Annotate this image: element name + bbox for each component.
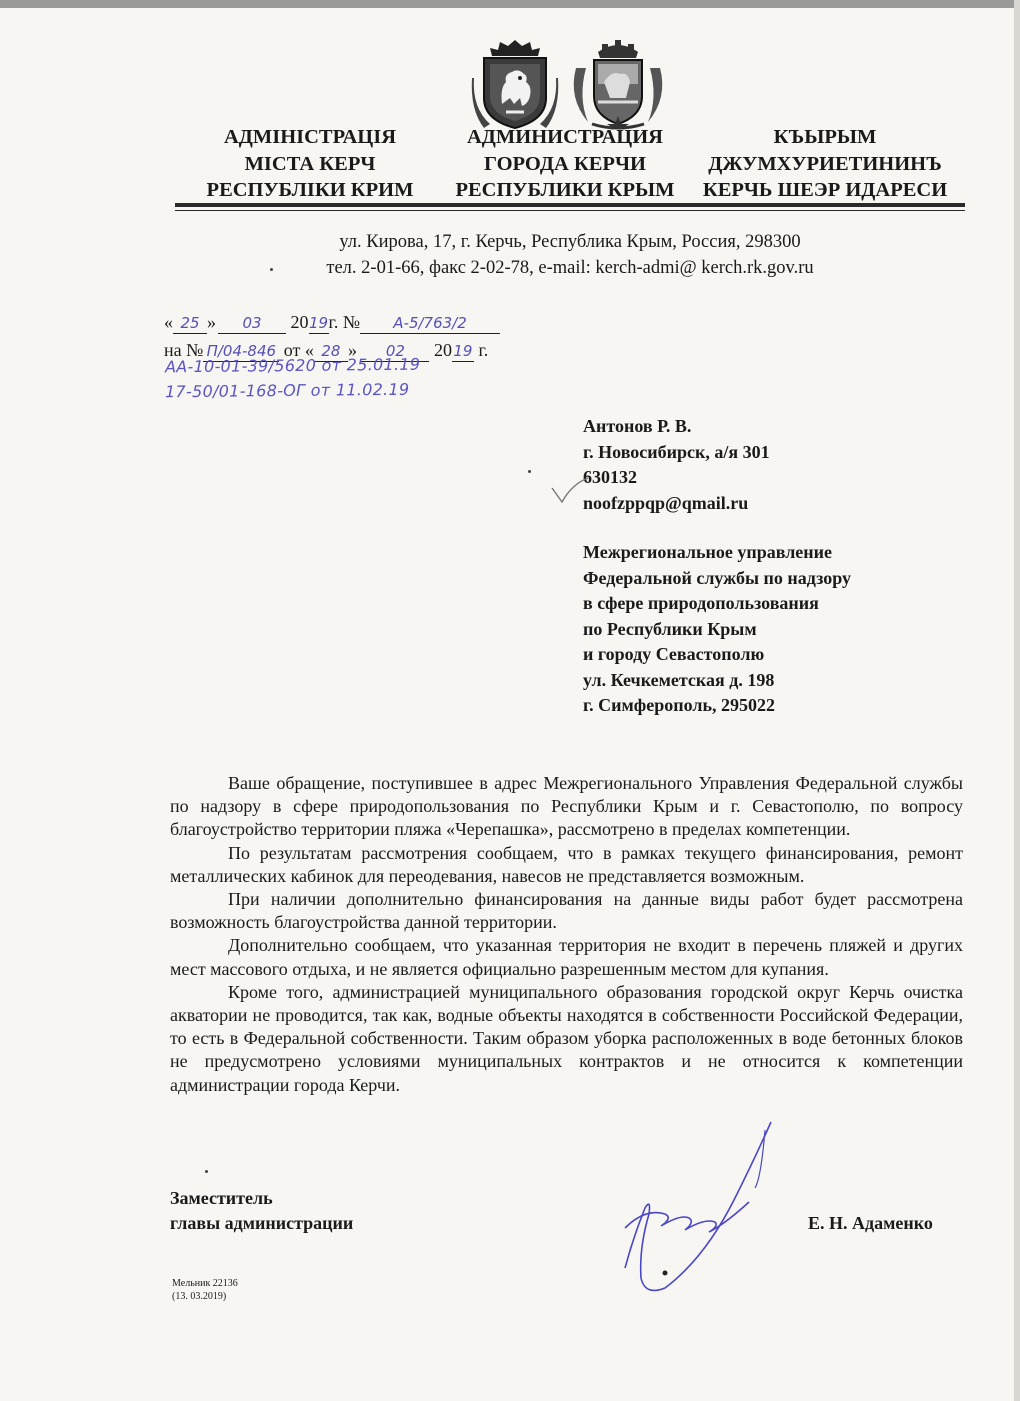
scan-speck [270,268,273,271]
quote-open: « [164,312,173,332]
header-russian [440,124,690,204]
ref-day: 28 [314,341,348,362]
agency-line: Межрегиональное управление [583,542,833,562]
year-prefix: 20 [290,312,309,332]
checkmark-icon [550,476,590,506]
scan-speck [528,470,531,473]
handwritten-reference-2: 17-50/01-168-ОГ от 11.02.19 [164,379,410,402]
header-crimean-tatar [690,124,960,204]
agency-line: Федеральной службы по надзору [583,567,852,588]
header-ru-line: РЕСПУБЛИКИ КРЫМ [455,179,675,201]
ref-from-label: от « [283,340,314,360]
recipient-line: 630132 [583,467,637,487]
quote-close: » [347,340,357,360]
agency-line: в сфере природопользования [583,593,819,613]
header-ru-line: ГОРОДА КЕРЧИ [484,152,646,175]
handwritten-signature-icon [585,1118,775,1298]
doc-number: А-5/763/2 [360,313,500,334]
recipient-line: noofzppqp@qmail.ru [583,492,749,513]
body-paragraph: Дополнительно сообщаем, что указанная территория не входит в перечень пляжей и других мест массового отдыха, и не является официально разрешенным местом для купания. [170,935,963,979]
signatory-title-line: Заместитель [170,1188,273,1208]
body-paragraph: Ваше обращение, поступившее в адрес Межрегионального Управления Федеральной службы по надзору в сфере природопользования по Республики Крым и г. Севастополю, по вопросу благоустройство территории пляжа «Черепашка», рассмотрено в пределах компетенции. [170,773,963,840]
agency-line: г. Симферополь, 295022 [583,695,775,715]
spacer [583,516,851,540]
header-divider-thin [175,210,965,211]
letter-body [170,772,963,1097]
scan-right-edge [1014,0,1020,1401]
signatory-title-line: главы администрации [170,1213,354,1233]
scan-speck [205,1170,208,1173]
body-paragraph: При наличии дополнительно финансирования на данные виды работ будет рассмотрена возможность благоустройства данной территории. [170,889,963,933]
kerch-coat-of-arms-icon [568,38,668,130]
header-crh-line: ДЖУМХУРИЕТИНИНЪ [708,152,942,175]
header-ua-line: РЕСПУБЛІКИ КРИМ [206,179,414,201]
number-label: г. № [328,312,361,332]
recipient-line: г. Новосибирск, а/я 301 [583,441,770,462]
agency-line: по Республики Крым [583,618,757,639]
year-prefix: 20 [433,340,452,360]
scan-top-edge [0,0,1020,8]
address-block [175,229,965,281]
recipients-block [583,414,851,719]
date-year: 19 [308,314,329,332]
handwritten-reference-1: АА-10-01-39/5620 от 25.01.19 [164,354,421,377]
header-ua-line: МІСТА КЕРЧ [244,152,376,175]
signatory-title [170,1186,353,1236]
date-month: 03 [218,313,286,334]
body-paragraph: По результатам рассмотрения сообщаем, что в рамках текущего финансирования, ремонт металлических кабинок для переодевания, навесов не представляется возможным. [170,842,963,886]
address-line: ул. Кирова, 17, г. Керчь, Республика Крым, Россия, 298300 [339,232,801,252]
year-end-label: г. [478,340,489,360]
ref-month: 02 [361,341,429,362]
body-paragraph: Кроме того, администрацией муниципального образования городской округ Керчь очистка акватории не проводится, так как, водные объекты находятся в собственности Российской Федерации, то есть в Федеральной собственности. Таким образом уборка расположенных в воде бетонных блоков не предусмотрено условиями муниципальных контрактов и не относится к компетенции администрации города Керчи. [170,981,963,1095]
executor-info [172,1277,238,1303]
executor-name: Мельник 22136 [172,1278,238,1289]
signatory-name: Е. Н. Адаменко [808,1213,933,1233]
executor-date: (13. 03.2019) [172,1291,227,1302]
outgoing-number-line [164,308,500,336]
quote-close: » [207,312,216,332]
ref-label: на № [164,340,204,360]
emblems [470,38,670,130]
crimea-coat-of-arms-icon [470,38,560,130]
agency-line: ул. Кечкеметская д. 198 [583,669,775,690]
header-ukrainian [190,124,430,204]
header-crh-line: КЪЫРЫМ [773,126,877,148]
date-day: 25 [173,313,207,334]
recipient-line: Антонов Р. В. [583,416,692,436]
contacts-line: тел. 2-01-66, факс 2-02-78, e-mail: kerch-admi@ kerch.rk.gov.ru [326,258,814,278]
ref-year: 19 [453,342,473,360]
header-ru-line: АДМИНИСТРАЦИЯ [467,126,663,148]
header-divider-thick [175,203,965,207]
header-ua-line: АДМІНІСТРАЦІЯ [223,126,397,148]
agency-line: и городу Севастополю [583,644,765,664]
header-crh-line: КЕРЧЬ ШЕЭР ИДАРЕСИ [702,179,948,201]
ref-number: П/04-846 [203,341,279,362]
